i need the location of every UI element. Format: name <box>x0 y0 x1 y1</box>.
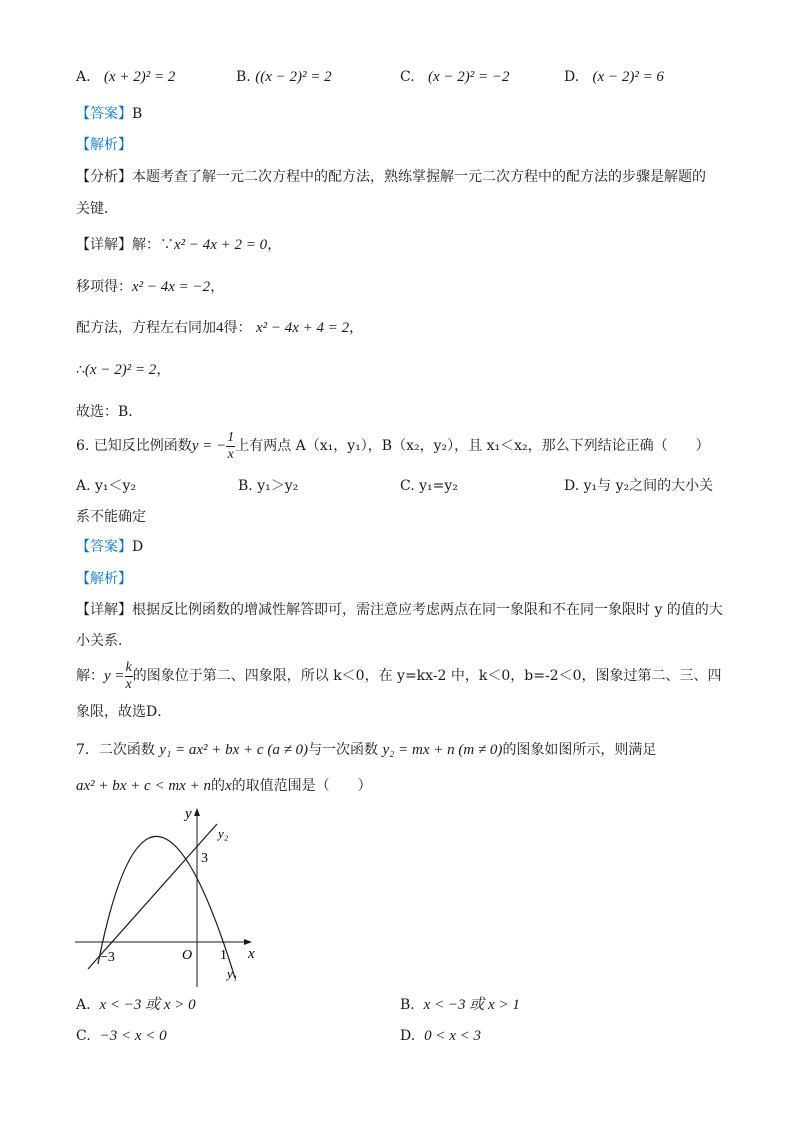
q5-step2-mid: 得： <box>223 320 252 336</box>
q6-sol-prefix: 解： <box>76 668 104 684</box>
q5-option-d-expr: (x − 2)² = 6 <box>592 69 664 85</box>
q6-analysis-tag: 【解析】 <box>76 571 132 587</box>
q7-option-c <box>76 1026 167 1046</box>
q7-option-c-expr: −3 < x < 0 <box>99 1028 167 1044</box>
q6-solution-line-1 <box>76 658 722 694</box>
q6-detail-line-1 <box>76 600 723 620</box>
line-label-y2: y₂ <box>218 826 229 841</box>
x-tick-neg3: −3 <box>100 950 115 965</box>
q6-frac-num: 1 <box>227 429 235 445</box>
q5-option-a-expr: (x + 2)² = 2 <box>103 69 176 85</box>
q5-detail-line <box>76 235 281 255</box>
q5-answer <box>76 104 142 124</box>
q7-stem-ineq: ax² + bx + c < mx + n <box>76 778 211 794</box>
q6-frac-den: x <box>227 446 234 462</box>
q7-option-b-label: B. <box>400 997 415 1013</box>
q7-stem-suffix-2: 的取值范围是（ ） <box>231 778 372 794</box>
y-axis-arrow <box>194 808 200 816</box>
q5-option-a-label: A. <box>76 69 91 85</box>
q5-option-a <box>76 67 175 87</box>
q7-option-b-expr: x < −3 或 x > 1 <box>423 997 520 1013</box>
q6-sol-func: y = <box>104 668 125 684</box>
q5-step1 <box>76 277 224 297</box>
parabola-y1 <box>98 836 235 978</box>
q5-step2-num: 4 <box>216 320 224 336</box>
q5-fenxi-text-1: 本题考查了解一元二次方程中的配方法，熟练掌握解一元二次方程中的配方法的步骤是解题的 <box>132 169 706 185</box>
q5-fenxi-line-2: 关键． <box>76 201 118 217</box>
q5-detail-prefix: 解：∵ <box>132 237 174 253</box>
q5-option-d <box>564 67 664 87</box>
q5-option-b <box>236 67 332 87</box>
q5-detail-eq: x² − 4x + 2 = 0 <box>174 237 268 253</box>
line-y2 <box>88 824 217 969</box>
q6-sol-fraction <box>125 660 133 693</box>
q6-answer-tag: 【答案】 <box>76 539 132 555</box>
q5-answer-tag: 【答案】 <box>76 106 132 122</box>
origin-label: O <box>182 948 193 963</box>
q5-option-d-label: D. <box>564 69 580 85</box>
q5-option-c-label: C. <box>400 69 415 85</box>
x-axis-arrow <box>244 939 252 945</box>
q6-sol-text-1: 的图象位于第二、四象限，所以 k＜0，在 y=kx-2 中，k＜0，b=-2＜0，图象过第二、三、四 <box>132 668 722 684</box>
q7-option-d <box>400 1026 481 1046</box>
q7-option-d-label: D. <box>400 1028 416 1044</box>
q5-step2-suffix: ， <box>349 320 364 336</box>
q5-option-b-label: B. <box>236 69 251 85</box>
q7-option-b <box>400 995 520 1015</box>
q5-step3-eq: (x − 2)² = 2 <box>84 362 157 378</box>
q7-stem-line-1 <box>76 740 656 760</box>
q6-detail-tag: 【详解】 <box>76 602 132 618</box>
q6-detail-line-2: 小关系． <box>76 633 132 649</box>
q7-stem-prefix: 7．二次函数 <box>76 742 155 758</box>
q7-stem-line-2 <box>76 776 372 796</box>
q6-answer-value: D <box>132 539 144 555</box>
q7-stem-f1: y₁ = ax² + bx + c (a ≠ 0) <box>159 742 309 758</box>
y-axis-label: y <box>185 806 192 822</box>
q7-graph <box>70 802 270 987</box>
q6-stem-func: y = − <box>191 438 227 454</box>
x-axis-label: x <box>248 946 255 962</box>
q7-option-a-label: A. <box>76 997 91 1013</box>
q7-stem-suffix: 的图象如图所示，则满足 <box>502 742 657 758</box>
q5-detail-tag: 【详解】 <box>76 237 132 253</box>
q6-option-d-line-1: D. y₁与 y₂之间的大小关 <box>564 478 714 494</box>
q6-option-b: B. y₁＞y₂ <box>238 478 299 494</box>
q7-option-d-expr: 0 < x < 3 <box>424 1028 481 1044</box>
q7-option-a <box>76 995 196 1015</box>
q6-stem-fraction <box>226 430 235 463</box>
q6-stem-suffix: 上有两点 A（x₁，y₁），B（x₂，y₂），且 x₁＜x₂，那么下列结论正确（ ） <box>235 438 710 454</box>
y-tick-3: 3 <box>201 851 208 866</box>
curve-label-y1: y₁ <box>227 966 238 981</box>
q5-step1-prefix: 移项得： <box>76 279 132 295</box>
q5-step2-prefix: 配方法，方程左右同加 <box>76 320 216 336</box>
q5-step3 <box>76 360 170 380</box>
q5-step1-eq: x² − 4x = −2 <box>132 279 211 295</box>
q5-fenxi-tag: 【分析】 <box>76 169 132 185</box>
q5-option-b-expr: ((x − 2)² = 2 <box>255 69 332 85</box>
q6-option-c: C. y₁=y₂ <box>400 478 458 494</box>
q5-step3-prefix: ∴ <box>76 362 85 378</box>
q6-sol-frac-num: k <box>125 659 132 675</box>
q5-fenxi-line-1 <box>76 167 706 187</box>
q7-stem-mid: 与一次函数 <box>308 742 379 758</box>
q7-option-c-label: C. <box>76 1028 91 1044</box>
q7-stem-de: 的 <box>210 778 225 794</box>
q5-option-c <box>400 67 510 87</box>
q7-stem-f2: y₂ = mx + n (m ≠ 0) <box>382 742 503 758</box>
q5-step3-suffix: ， <box>156 362 171 378</box>
q5-detail-suffix: ， <box>267 237 282 253</box>
q5-answer-value: B <box>132 106 143 122</box>
q6-option-d-line-2: 系不能确定 <box>76 509 146 525</box>
q7-option-a-expr: x < −3 或 x > 0 <box>99 997 196 1013</box>
q6-stem-prefix: 6. 已知反比例函数 <box>76 438 192 454</box>
q5-choose: 故选：B． <box>76 404 143 420</box>
q5-option-c-expr: (x − 2)² = −2 <box>428 69 510 85</box>
q6-stem <box>76 428 710 464</box>
q6-solution-line-2: 象限，故选D． <box>76 704 172 720</box>
q5-analysis-tag: 【解析】 <box>76 137 132 153</box>
q5-step2-eq: x² − 4x + 4 = 2 <box>255 320 350 336</box>
q5-step2 <box>76 318 363 338</box>
q6-option-a: A. y₁＜y₂ <box>76 478 137 494</box>
q6-sol-frac-den: x <box>125 676 132 692</box>
q6-answer <box>76 537 143 557</box>
q5-step1-suffix: ， <box>210 279 225 295</box>
q6-detail-text-1: 根据反比例函数的增减性解答即可，需注意应考虑两点在同一象限和不在同一象限时 y 的值的大 <box>132 602 723 618</box>
x-tick-1: 1 <box>220 948 227 963</box>
q7-stem-var: x <box>224 778 232 794</box>
